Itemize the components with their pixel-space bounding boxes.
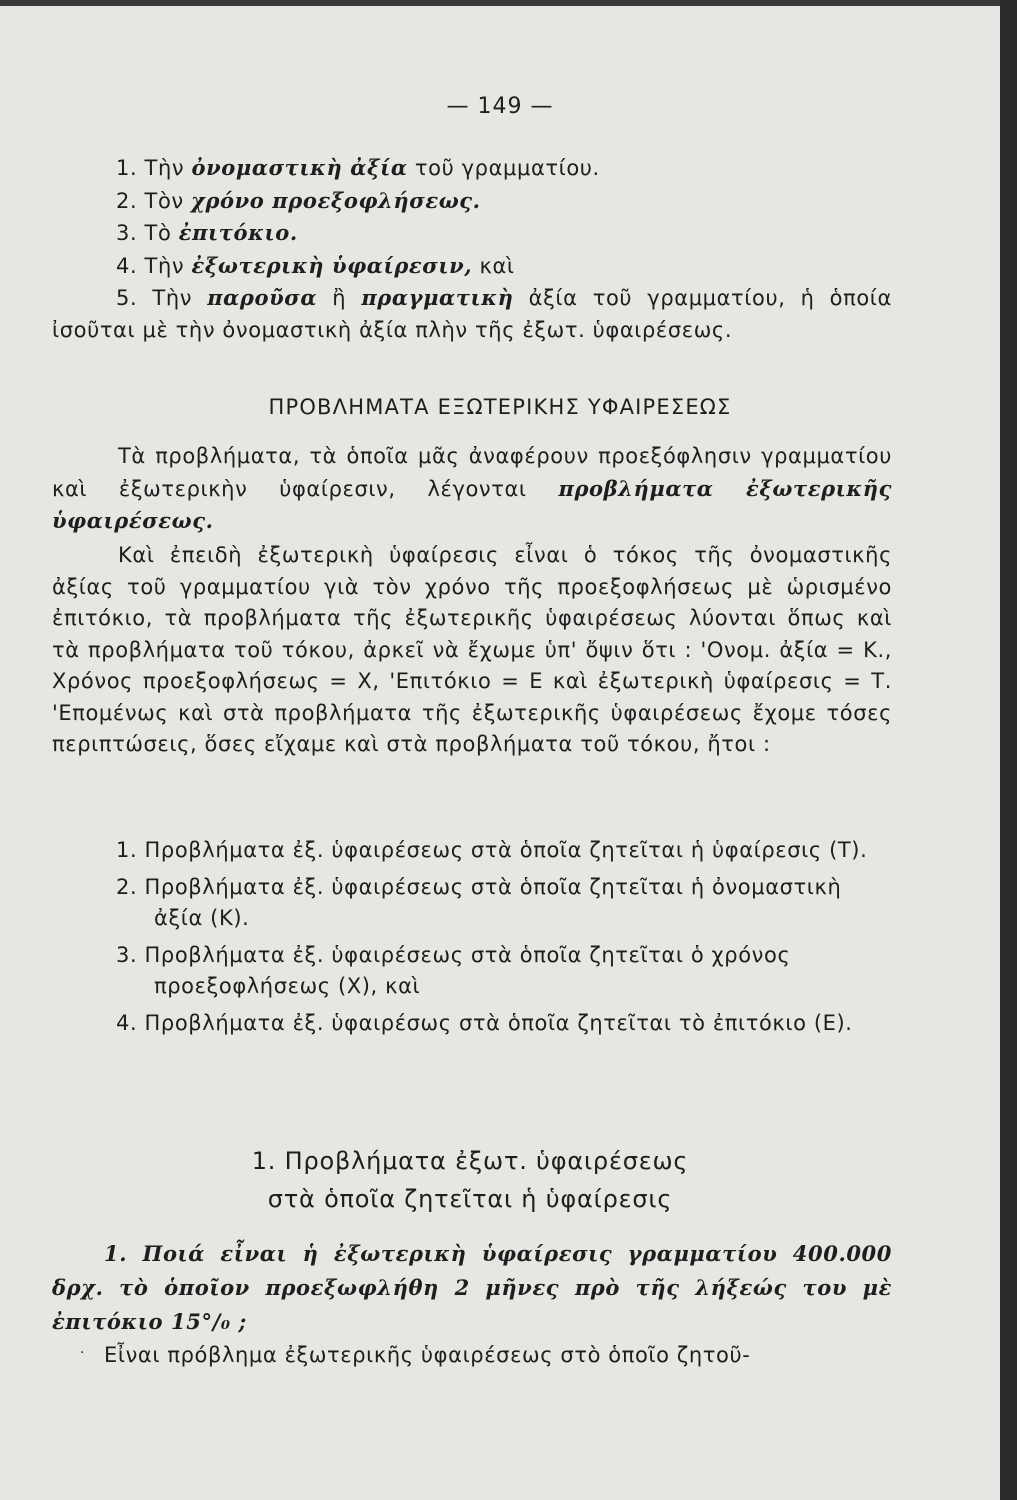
list-item: 2. Τὸν χρόνο προεξοφλήσεως. — [116, 187, 481, 213]
list-item: 4. Τὴν ἐξωτερικὴ ὑφαίρεσιν, καὶ — [116, 252, 515, 278]
problem-statement: 1. Ποιά εἶναι ἡ ἐξωτερικὴ ὑφαίρεσις γραμματίου 400.000 δρχ. τὸ ὁποῖον προεξωφλήθη 2 μῆνες πρὸ τῆς λήξεώς του μὲ ἐπιτόκιο 15°/₀ ; — [52, 1241, 892, 1334]
explanation-paragraph: Καὶ ἐπειδὴ ἐξωτερικὴ ὑφαίρεσις εἶναι ὁ τόκος τῆς ὀνομαστικῆς ἀξίας τοῦ γραμματίου γιὰ τὸν χρόνο τῆς προεξοφλήσεως μὲ ὡρισμένο ἐπιτόκιο, τὰ προβλήματα τῆς ἐξωτερικῆς ὑφαιρέσεως λύονται ὅπως καὶ τὰ προβλήματα τοῦ τόκου, ἀρκεῖ νὰ ἔχωμε ὑπ' ὄψιν ὅτι : 'Ονομ. ἀξία = Κ., Χρόνος προεξοφλήσεως = Χ, 'Επιτόκιο = Ε καὶ ἐξωτερικὴ ὑφαίρεσις = Τ. 'Επομένως καὶ στὰ προβλήματα τῆς ἐξωτερικῆς ὑφαιρέσεως ἔχομε τόσες περιπτώσεις, ὅσες εἴχαμε καὶ στὰ προβλήματα τοῦ τόκου, ἤτοι : — [52, 543, 892, 756]
list-item: 3. Τὸ ἐπιτόκιο. — [116, 220, 298, 245]
list-item: 1. Τὴν ὀνομαστικὴ ἀξία τοῦ γραμματίου. — [116, 155, 600, 180]
definition-list — [52, 152, 892, 346]
list-item: 4. Προβλήματα ἐξ. ὑφαιρέσως στὰ ὁποῖα ζητεῖται τὸ ἐπιτόκιο (Ε). — [116, 1010, 853, 1035]
cases-list — [52, 835, 892, 1039]
list-item: 2. Προβλήματα ἐξ. ὑφαιρέσεως στὰ ὁποῖα ζητεῖται ἡ ὀνομαστικὴ ἀξία (Κ). — [116, 874, 842, 930]
continuation-paragraph: Εἶναι πρόβλημα ἐξωτερικῆς ὑφαιρέσεως στὸ ὁποῖο ζητοῦ- — [104, 1343, 751, 1367]
list-item: 1. Προβλήματα ἐξ. ὑφαιρέσεως στὰ ὁποῖα ζητεῖται ἡ ὑφαίρεσις (Τ). — [116, 838, 868, 862]
page-number: — 149 — — [446, 94, 554, 119]
list-item-5: 5. Τὴν παροῦσα ἢ πραγματικὴ ἀξία τοῦ γραμματίου, ἡ ὁποία ἰσοῦται μὲ τὴν ὀνομαστικὴ ἀξία πλὴν τῆς ἐξωτ. ὑφαιρέσεως. — [52, 285, 892, 342]
intro-paragraph: Τὰ προβλήματα, τὰ ὁποῖα μᾶς ἀναφέρουν προεξόφλησιν γραμματίου καὶ ἐξωτερικὴν ὑφαίρεσιν, λέγονται προβλήματα ἐξωτερικῆς ὑφαιρέσεως. — [52, 444, 893, 533]
mark-glyph: · — [80, 1345, 85, 1361]
list-item: 3. Προβλήματα ἐξ. ὑφαιρέσεως στὰ ὁποῖα ζητεῖται ὁ χρόνος προεξοφλήσεως (Χ), καὶ — [116, 942, 791, 998]
subsection-title: 1. Προβλήματα ἐξωτ. ὑφαιρέσεως στὰ ὁποῖα ζητεῖται ἡ ὑφαίρεσις — [251, 1147, 689, 1213]
section-heading: ΠΡΟΒΛΗΜΑΤΑ ΕΞΩΤΕΡΙΚΗΣ ΥΦΑΙΡΕΣΕΩΣ — [268, 395, 732, 419]
